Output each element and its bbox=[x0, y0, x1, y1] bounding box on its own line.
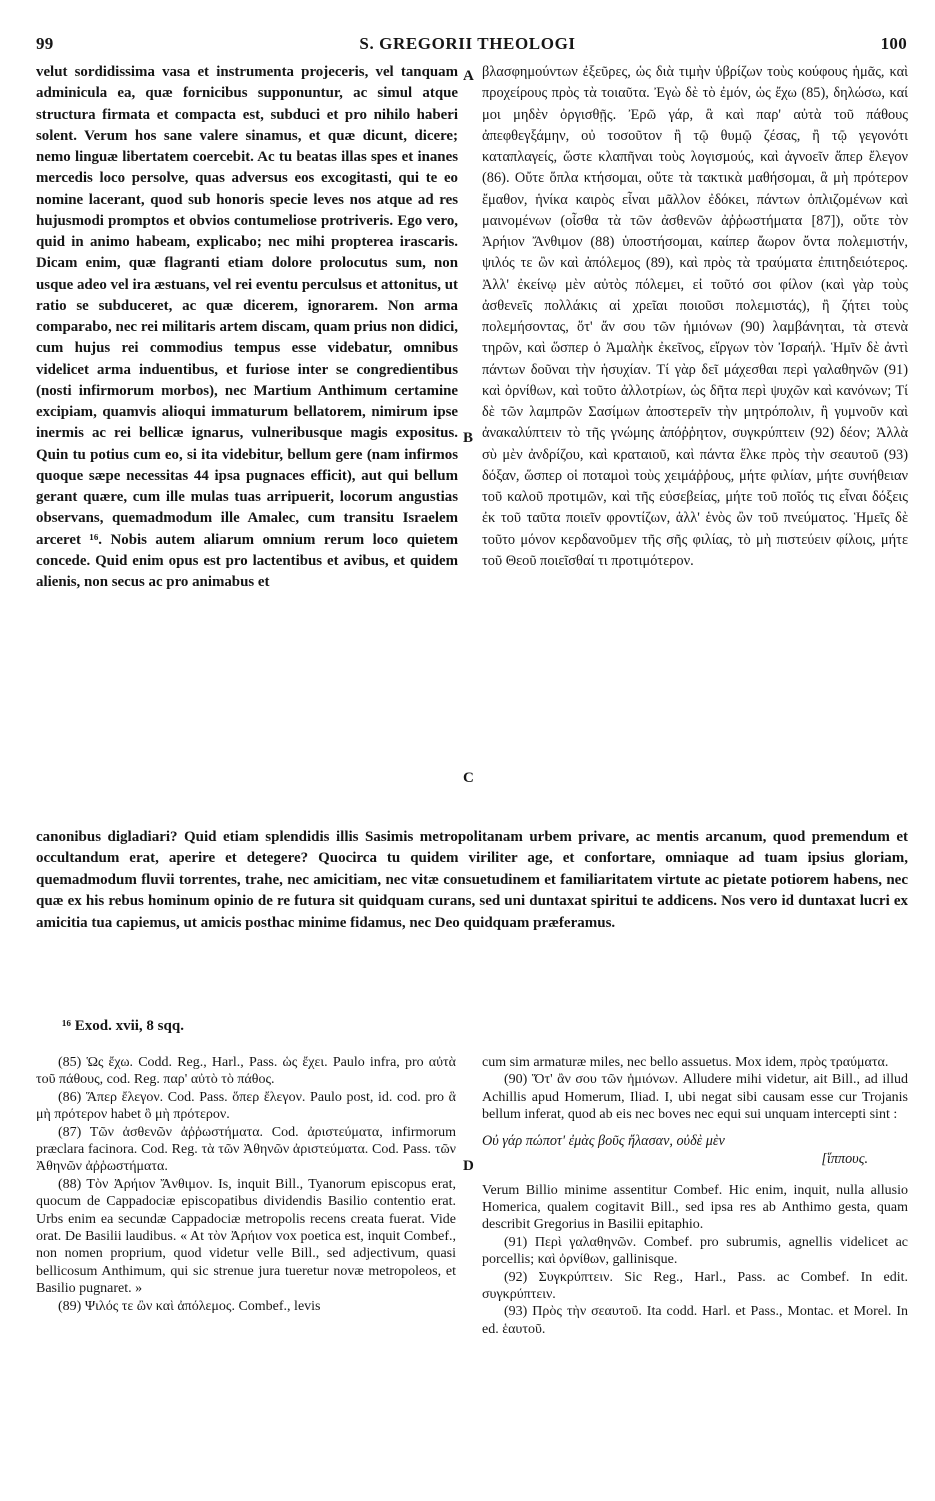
footnotes-right bbox=[482, 1054, 908, 1338]
latin-full-width-text: canonibus digladiari? Quid etiam splendidis illis Sasimis metropolitanam urbem privare, ac mentis arcanum, quod premendum et occultandum erat, aperire et detegere? Quocirca tu quidem viriliter age, et confortare, omniaque ad tuam ipsius gloriam, quemadmodum fluvii torrentes, trahe, nec amicitiam, nec vitæ consuetudinem et familiaritatem virtute ac pietate potiorem habens, nec quæ ex his rebus hominum opinio de re futura sit quidquam curans, sed uni duntaxat spiritui te addicens. Nos vero id duntaxat lucri ex amicitia tua capiemus, ut amicis posthac minime fidamus, nec Deo quidquam præferamus. bbox=[36, 829, 908, 931]
footnote-89: (89) Ψιλός τε ὢν καὶ ἀπόλεμος. Combef., levis bbox=[58, 1298, 321, 1314]
footnote-85: (85) Ὡς ἔχω. Codd. Reg., Harl., Pass. ὡς ἔχει. Paulo infra, pro αὐτὰ τοῦ πάθους, cod. Reg. παρ' αὐτὸ τὸ πάθος. bbox=[36, 1055, 456, 1088]
greek-column: βλασφημούντων ἐξεῦρες, ὡς διὰ τιμὴν ὑβρίζων τοὺς κούφους ἡμᾶς, καὶ προχείρους πρὸς τὰ τοιαῦτα. Ἐγὼ δὲ τὸ ἐμόν, ὡς ἔχω (85), δηλώσω, καί μοι μηδὲν ὀργισθῇς. Ἐρῶ γάρ, ἃ καὶ παρ' αὐτὰ τοῦ πάθους ἀπεφθεγξάμην, οὐ τοσοῦτον ἢ τῷ θυμῷ ζέσας, ἢ τῷ γεγονότι καταπλαγείς, ὥστε κλαπῆναι τοὺς λογισμούς, καὶ ἀγνοεῖν ἅπερ ἔλεγον (86). Οὔτε ὅπλα κτήσομαι, οὔτε τὰ τακτικὰ μαθήσομαι, ἃ μὴ πρότερον ἔμαθον, ἡνίκα καιρὸς εἶναι μᾶλλον ἐδόκει, πάντων ὁπλιζομένων καὶ μαινομένων (οἶσθα τὰ τῶν ἀσθενῶν ἀῤῥωστήματα [87]), οὔτε τὸν Ἀρήιον Ἄνθιμον (88) ὑποστήσομαι, καίπερ ἄωρον ὄντα πολεμιστήν, ψιλός τε ὢν καὶ ἀπόλεμος (89), καὶ πρὸς τὰ τραύματα ἐπιτηδειότερος. Ἀλλ' ἐκείνῳ μὲν αὐτὸς πόλεμει, εἰ τοῦτό σοι φίλον (καὶ γὰρ τοὺς ἀσθενεῖς πολλάκις αἱ χρεῖαι ποιοῦσι πολεμιστάς), ἢ ζήτει τοὺς πολεμήσοντας, ὅτ' ἄν σου τῶν ἡμιόνων (90) λαμβάνηται, τὰ στενὰ τηρῶν, καὶ ὥσπερ ὁ Ἀμαλὴκ ἐκεῖνος, εἴργων τὸν Ἰσραήλ. Ἡμῖν δὲ ἀντὶ πάντων δοῦναι τὴν ἡσυχίαν. Τί γὰρ δεῖ μάχεσθαι περὶ γαλαθηνῶν (91) καὶ ὀρνίθων, καὶ τοῦτο ἀλλοτρίων, ὡς δῆτα περὶ ψυχῶν καὶ κανόνων; Τί δὲ τῶν λαμπρῶν Σασίμων ἀποστερεῖν τὴν μητρόπολιν, ἢ γυμνοῦν καὶ ἀνακαλύπτειν τὸ τῆς γνώμης ἀπόῤῥητον, συγκρύπτειν (92) δέον; Ἀλλὰ σὺ μὲν ἀνδρίζου, καὶ κραταιοῦ, καὶ πάντα ἕλκε πρὸς τὴν σεαυτοῦ (93) δόξαν, ὥσπερ οἱ ποταμοὶ τοὺς χειμάῤῥους, μήτε φιλίαν, μήτε συνήθειαν τοῦ καλοῦ προτιμῶν, καὶ τῆς εὐσεβείας, μήτε τοῦ ποῖός τις εἶναι δόξεις ἐκ τοῦ ταῦτα ποιεῖν φροντίζων, ἀλλ' ἑνὸς ὢν τοῦ πνεύματος. Ἡμεῖς δὲ τοῦτο μόνον κερδανοῦμεν τῆς σῆς φιλίας, τὸ μὴ πιστεύειν φίλοις, μήτε τοῦ Θεοῦ ποιεῖσθαί τι προτιμότερον. bbox=[482, 64, 908, 569]
footnote-92: (92) Συγκρύπτειν. Sic Reg., Harl., Pass. ac Combef. In edit. συγκρύπτειν. bbox=[482, 1269, 908, 1303]
homer-verse bbox=[482, 1132, 908, 1168]
footnote-91: (91) Περὶ γαλαθηνῶν. Combef. pro subrumis, agnellis videlicet ac porcellis; καὶ ὀρνίθων, gallinisque. bbox=[482, 1234, 908, 1268]
margin-letter-d: D bbox=[463, 1158, 474, 1174]
page-number-left: 99 bbox=[36, 34, 54, 53]
running-title: S. GREGORII THEOLOGI bbox=[359, 34, 576, 53]
latin-column: velut sordidissima vasa et instrumenta projeceris, vel tanquam adminicula ea, quæ fornicibus supponuntur, ac simul atque structura firmata et compacta est, subduci et pro nihilo haberi solent. Verum hos sane valere sinamus, et quæ dicunt, dicere; nemo linguæ libertatem coercebit. Ac tu beatas illas spes et inanes mercedis loco persolve, quas adversus eos excogitasti, qui te eo nomine lacerant, quod sub honoris specie leves nos atque ad res hujusmodi promptos et obvios contumeliose protriveris. Ego vero, quid in animo habeam, explicabo; nec mihi propterea irascaris. Dicam enim, quæ flagranti etiam dolore prolocutus sum, non usque adeo vel ira æstuans, vel rei eventu perculsus et attonitus, ut ratio se subduceret, ac quæ dicerem, ignorarem. Non arma comparabo, nec rei militaris artem discam, quam prius non didici, cum hujus rei commodius tempus esse videbatur, omnibus videlicet arma induentibus, et furiose inter se congredientibus (nosti infirmorum morbos), nec Martium Anthimum certamine excipiam, quamvis alioqui immaturum bellatorem, nimirum ipse inermis ac rei bellicæ ignarus, vulneribusque magis expositus. Quin tu potius cum eo, si ita videbitur, bellum gere (nam infirmos quoque sæpe necessitas 44 ipsa pugnaces efficit), aut qui bellum gerant quære, cum ille mulas tuas arripuerit, locorum angustias observans, quemadmodum ille Amalec, cum transitu Israelem arceret ¹⁶. Nobis autem aliarum omnium rerum loco quietem concede. Quid enim opus est pro lactentibus et avibus, et quidem alienis, non secus ac pro animabus et bbox=[36, 64, 458, 590]
scripture-reference-note: ¹⁶ Exod. xvii, 8 sqq. bbox=[62, 1018, 184, 1034]
footnote-90-continued: Verum Billio minime assentitur Combef. Hic enim, inquit, nulla allusio Homerica, qualem cogitavit Bill., sed ipsa res ab Anthimo gesta, quam describit Gregorius in Basilii epitaphio. bbox=[482, 1182, 908, 1233]
footnotes-left bbox=[36, 1054, 456, 1315]
margin-letter-a: A bbox=[463, 68, 474, 84]
verse-line-end: [ἵππους. bbox=[821, 1150, 868, 1167]
footnote-88: (88) Τὸν Ἀρήιον Ἄνθιμον. Is, inquit Bill., Tyanorum episcopus erat, quocum de Cappadociæ episcopatibus dividendis Basilio contentio erat. Urbs enim ea secundæ Cappadociæ metropolis recens creata fuerat. Vide orat. De Basilii laudibus. « At τὸν Ἀρήιον vox poetica est, inquit Combef., non nomen proprium, quod videtur velle Bill., sed adjectivum, quasi bellicosum Anthimum, qui sic strenue jura tueretur novæ metropoleos, et Basilio pugnaret. » bbox=[36, 1176, 456, 1297]
footnote-90: (90) Ὅτ' ἂν σου τῶν ἡμιόνων. Alludere mihi videtur, ait Bill., ad illud Achillis apud Homerum, Iliad. I, ubi negat sibi causam esse cur Trojanis bellum inferat, quod ab eis nec boves nec equi sui unquam intercepti sint : bbox=[482, 1072, 908, 1123]
margin-letter-c: C bbox=[463, 770, 474, 786]
footnote-89-continued: cum sim armaturæ miles, nec bello assuetus. Mox idem, πρὸς τραύματα. bbox=[482, 1055, 889, 1070]
footnote-87: (87) Τῶν ἀσθενῶν ἀῤῥωστήματα. Cod. ἀριστεύματα, infirmorum præclara facinora. Cod. Reg. τὰ τῶν Ἀθηνῶν ἀριστεύματα. Cod. Pass. τῶν Ἀθηνῶν ἀῤῥωστήματα. bbox=[36, 1124, 456, 1175]
footnote-93: (93) Πρὸς τὴν σεαυτοῦ. Ita codd. Harl. et Pass., Montac. et Morel. In ed. ἑαυτοῦ. bbox=[482, 1304, 908, 1337]
margin-letter-b: B bbox=[463, 430, 474, 446]
verse-line: Οὐ γάρ πώποτ' ἐμὰς βοῦς ἤλασαν, οὐδὲ μὲν bbox=[482, 1132, 725, 1149]
page-number-right: 100 bbox=[880, 34, 907, 53]
footnote-86: (86) Ἅπερ ἔλεγον. Cod. Pass. ὅπερ ἔλεγον. Paulo post, id. cod. pro ἃ μὴ πρότερον habet ὃ μὴ πρότερον. bbox=[36, 1089, 456, 1123]
